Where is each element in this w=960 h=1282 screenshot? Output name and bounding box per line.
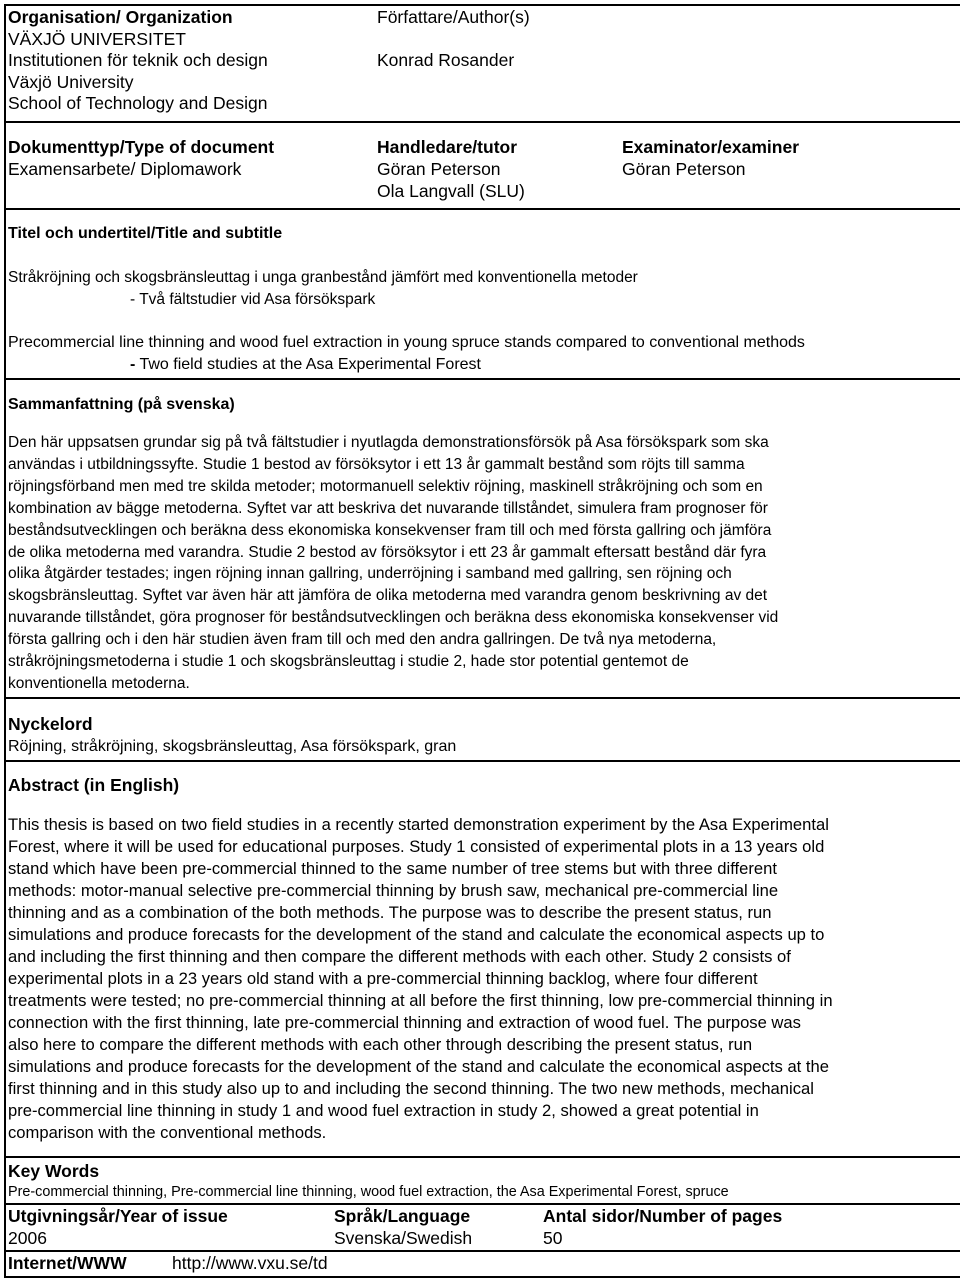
abstract-line: stand which have been pre-commercial thinned to the same number of tree stems but with three different xyxy=(8,859,777,878)
doc-type-value: Examensarbete/ Diplomawork xyxy=(8,159,242,179)
pages-heading: Antal sidor/Number of pages xyxy=(543,1206,783,1226)
english-subtitle-text: Two field studies at the Asa Experimental Forest xyxy=(135,356,481,373)
divider xyxy=(4,208,960,210)
swedish-subtitle: - Två fältstudier vid Asa försökspark xyxy=(130,291,376,308)
summary-line: de olika metoderna med varandra. Studie 2 bestod av försöksytor i ett 23 år gammalt eftersatt bestånd där fyra xyxy=(8,543,767,561)
keywords-sv-heading: Nyckelord xyxy=(8,714,93,734)
abstract-line: methods: motor-manual selective pre-commercial thinning by brush saw, mechanical pre-commercial line xyxy=(8,881,779,900)
abstract-line: simulations and produce forecasts for the development of the stand and calculate the economical aspects up to xyxy=(8,925,825,944)
summary-line: första gallring och i den här studien även fram till och med den andra gallringen. De två nya metoderna, xyxy=(8,631,717,649)
keywords-sv-value: Röjning, stråkröjning, skogsbränsleuttag, Asa försökspark, gran xyxy=(8,738,457,755)
language-heading: Språk/Language xyxy=(334,1206,471,1226)
divider xyxy=(4,697,960,699)
abstract-line: This thesis is based on two field studies in a recently started demonstration experiment by the Asa Experimental xyxy=(8,815,829,834)
organization-line: Institutionen för teknik och design xyxy=(8,50,268,70)
abstract-line: comparison with the conventional methods. xyxy=(8,1123,327,1142)
abstract-line: Forest, where it will be used for educational purposes. Study 1 consisted of experimental plots in a 13 years old xyxy=(8,837,825,856)
summary-line: Den här uppsatsen grundar sig på två fältstudier i nyutlagda demonstrationsförsök på Asa försökspark som ska xyxy=(8,434,769,451)
swedish-title: Stråkröjning och skogsbränsleuttag i unga granbestånd jämfört med konventionella metoder xyxy=(8,269,638,286)
organization-line: Växjö University xyxy=(8,72,134,92)
summary-line: skogsbränsleuttag. Syftet var även här att jämföra de olika metoderna med varandra genom beskrivning av det xyxy=(8,587,768,605)
english-title: Precommercial line thinning and wood fuel extraction in young spruce stands compared to conventional methods xyxy=(8,334,805,351)
abstract-line: simulations and produce forecasts for the development of the stand and calculate the economical aspects at the xyxy=(8,1057,829,1076)
year-heading: Utgivningsår/Year of issue xyxy=(8,1206,228,1226)
tutor-name: Ola Langvall (SLU) xyxy=(377,181,525,201)
tutor-heading: Handledare/tutor xyxy=(377,137,518,157)
summary-line: kombination av bägge metoderna. Syftet var att beskriva det nuvarande tillståndet, simulera fram prognoser för xyxy=(8,499,768,517)
abstract-paragraph xyxy=(8,814,953,1144)
summary-line: beståndsutvecklingen och beräkna dess ekonomiska konsekvenser fram till och med första gallring och jämföra xyxy=(8,521,772,539)
summary-line: konventionella metoderna. xyxy=(8,674,190,692)
english-subtitle xyxy=(130,354,481,376)
abstract-heading: Abstract (in English) xyxy=(8,775,180,795)
summary-line: nuvarande tillståndet, göra prognoser för beståndsutvecklingen och beräkna dess ekonomiska konsekvenser vid xyxy=(8,609,779,627)
examiner-heading: Examinator/examiner xyxy=(622,137,800,157)
author-heading: Författare/Author(s) xyxy=(377,7,530,27)
organization-heading: Organisation/ Organization xyxy=(8,7,233,27)
language-value: Svenska/Swedish xyxy=(334,1228,473,1248)
doc-type-heading: Dokumenttyp/Type of document xyxy=(8,137,275,157)
summary-line: stråkröjningsmetoderna i studie 1 och skogsbränsleuttag i studie 2, hade stor potential gentemot de xyxy=(8,653,689,671)
divider xyxy=(4,378,960,380)
abstract-line: pre-commercial line thinning in study 1 and wood fuel extraction in study 2, showed a great potential in xyxy=(8,1101,759,1120)
year-value: 2006 xyxy=(8,1228,47,1248)
summary-line: röjningsförband men med tre skilda metoder; motormanuell selektiv röjning, maskinell stråkröjning och som en xyxy=(8,477,763,495)
divider xyxy=(4,1203,960,1205)
organization-line: VÄXJÖ UNIVERSITET xyxy=(8,29,186,49)
internet-heading: Internet/WWW xyxy=(8,1253,127,1273)
title-heading: Titel och undertitel/Title and subtitle xyxy=(8,225,283,242)
abstract-line: treatments were tested; no pre-commercial thinning at all before the first thinning, low pre-commercial thinning in xyxy=(8,991,833,1010)
organization-line: School of Technology and Design xyxy=(8,93,268,113)
pages-value: 50 xyxy=(543,1228,563,1248)
internet-link[interactable]: http://www.vxu.se/td xyxy=(172,1253,328,1273)
tutor-name: Göran Peterson xyxy=(377,159,501,179)
examiner-name: Göran Peterson xyxy=(622,159,746,179)
abstract-line: thinning and as a combination of the both methods. The purpose was to describe the present status, run xyxy=(8,903,772,922)
summary-paragraph xyxy=(8,432,953,695)
summary-line: olika åtgärder testades; ingen röjning innan gallring, underröjning i samband med gallring, sen röjning och xyxy=(8,565,732,583)
keywords-en-heading: Key Words xyxy=(8,1161,100,1181)
abstract-line: experimental plots in a 23 years old stand with a pre-commercial thinning backlog, where four different xyxy=(8,969,758,988)
summary-heading: Sammanfattning (på svenska) xyxy=(8,396,235,413)
author-name: Konrad Rosander xyxy=(377,50,515,70)
summary-line: användas i utbildningssyfte. Studie 1 bestod av försöksytor i ett 13 år gammalt bestånd som röjts till samma xyxy=(8,455,745,473)
keywords-en-value: Pre-commercial thinning, Pre-commercial line thinning, wood fuel extraction, the Asa Experimental Forest, spruce xyxy=(8,1184,729,1200)
abstract-line: connection with the first thinning, late pre-commercial thinning and extraction of wood fuel. The purpose was xyxy=(8,1013,801,1032)
abstract-line: first thinning and in this study also up to and including the second thinning. The two new methods, mechanical xyxy=(8,1079,814,1098)
divider xyxy=(4,121,960,123)
divider xyxy=(4,760,960,762)
divider xyxy=(4,1250,960,1252)
abstract-line: also here to compare the different methods with each other through describing the present status, run xyxy=(8,1035,753,1054)
divider xyxy=(4,1156,960,1158)
abstract-line: and including the first thinning and then compare the different methods with each other. Study 2 consists of xyxy=(8,947,791,966)
subtitle-dash: - xyxy=(130,356,136,373)
